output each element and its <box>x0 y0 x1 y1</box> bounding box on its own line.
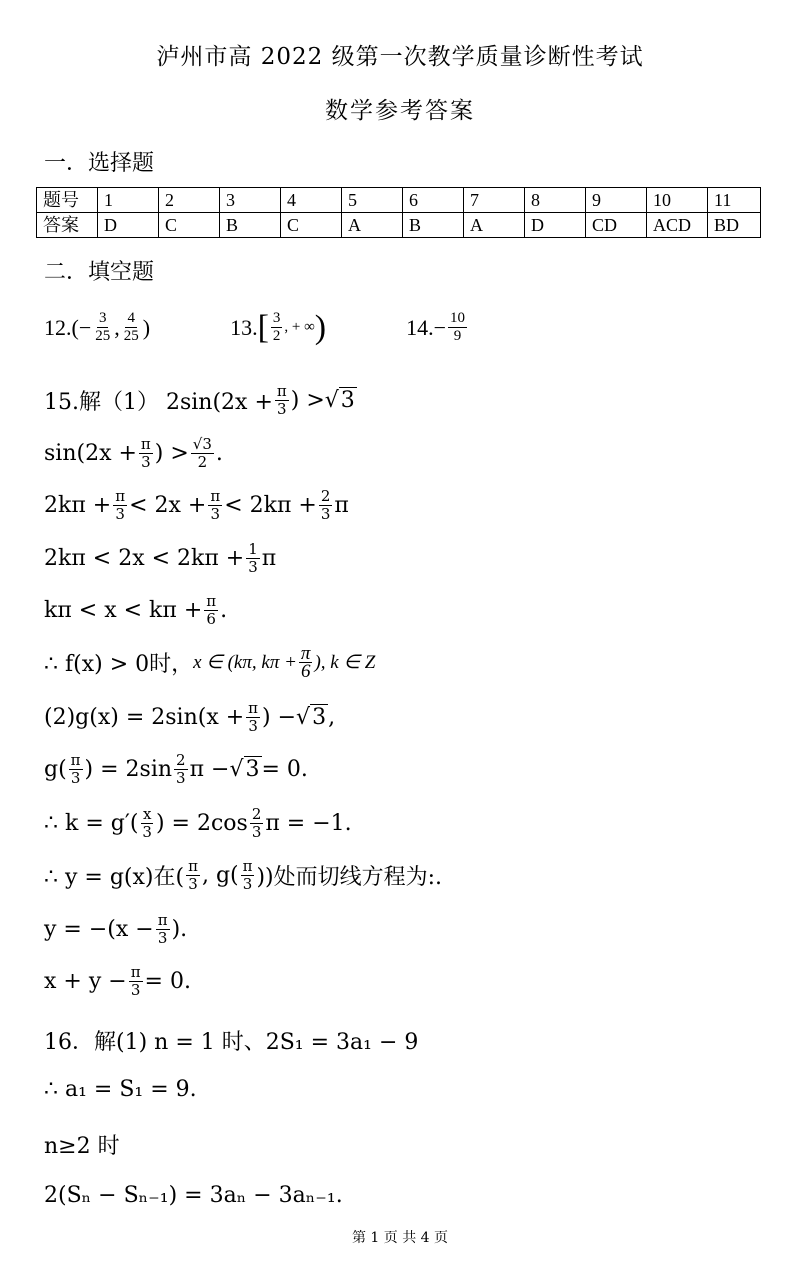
denominator: 3 <box>157 929 168 947</box>
text: ) > <box>290 388 325 413</box>
table-cell: A <box>464 213 525 238</box>
numerator: 2 <box>251 805 262 823</box>
q15-line-1: 15.解（1） 2sin(2x + $\frac{\pi}{3}$ ) > √ 3 <box>44 382 355 418</box>
numerator: π <box>206 592 217 610</box>
fraction <box>250 806 264 841</box>
text: 2kπ < 2x < 2kπ + <box>44 546 245 571</box>
fraction <box>204 593 218 628</box>
section-choice-heading: 一．选择题 <box>44 151 155 176</box>
sqrt <box>244 757 262 782</box>
text: x ∈ (kπ, kπ + <box>193 652 297 673</box>
page-title: 泸州市高 2022 级第一次教学质量诊断性考试 <box>156 44 644 70</box>
fraction <box>246 700 260 735</box>
denominator: 2 <box>197 453 208 471</box>
fraction <box>174 752 188 787</box>
text: ∴ f(x) > 0时， <box>44 652 194 677</box>
numerator: π <box>188 857 198 875</box>
fraction <box>113 488 127 523</box>
table-row-numbers <box>37 188 761 213</box>
q16-line-3: n≥2 时 <box>44 1134 120 1159</box>
table-cell: BD <box>708 213 761 238</box>
numerator: 10 <box>450 310 466 326</box>
text: , g( <box>201 863 239 888</box>
table-cell: 6 <box>403 188 464 213</box>
text: π <box>334 493 349 518</box>
table-cell: 7 <box>464 188 525 213</box>
numerator: π <box>115 487 126 505</box>
fraction <box>129 964 143 999</box>
q13-fraction <box>271 310 283 345</box>
q16-line-4: 2(Sₙ − Sₙ₋₁) = 3aₙ − 3aₙ₋₁. <box>44 1183 343 1208</box>
q16-line-1: 16．解(1) n = 1 时、2S₁ = 3a₁ − 9 <box>44 1030 419 1055</box>
table-cell: 9 <box>586 188 647 213</box>
text: ). <box>171 917 188 942</box>
text: 15.解（1） 2sin(2x + <box>44 390 273 415</box>
denominator: 3 <box>251 823 262 841</box>
text: g( <box>44 757 67 782</box>
fraction <box>241 858 255 893</box>
denominator: 25 <box>123 328 139 344</box>
text: ) > <box>154 441 189 466</box>
table-cell: C <box>159 213 220 238</box>
denominator: 6 <box>300 661 311 682</box>
table-cell: 4 <box>281 188 342 213</box>
text: = 0. <box>261 757 308 782</box>
numerator: π <box>248 699 259 717</box>
numerator: π <box>300 643 311 664</box>
numerator: 4 <box>127 310 135 326</box>
denominator: 3 <box>210 505 221 523</box>
table-cell: 11 <box>708 188 761 213</box>
text: 2kπ + <box>44 493 112 518</box>
text: ) = 2sin <box>84 757 173 782</box>
table-cell: C <box>281 213 342 238</box>
denominator: 25 <box>95 328 111 344</box>
fraction <box>156 912 170 947</box>
table-cell: D <box>525 213 586 238</box>
numerator: π <box>242 857 253 875</box>
text: = 0. <box>144 969 191 994</box>
denominator: 3 <box>320 505 331 523</box>
q12-label: 12. <box>44 314 72 340</box>
fraction <box>275 383 289 418</box>
text: π <box>261 546 277 571</box>
radicand: 3 <box>340 388 355 413</box>
q15-line-10 <box>44 858 442 893</box>
text: ∴ k = g′( <box>44 811 139 836</box>
fraction <box>191 436 214 471</box>
q13-tail: , + ∞ <box>284 319 315 335</box>
text: ) = 2cos <box>155 811 248 836</box>
radicand: 3 <box>245 757 260 782</box>
table-cell-label: 题号 <box>37 188 98 213</box>
fraction <box>246 541 260 576</box>
q15-line-12 <box>44 964 191 999</box>
table-cell-label: 答案 <box>37 213 98 238</box>
numerator: π <box>140 435 151 453</box>
text: ∴ y = g(x)在( <box>44 865 185 890</box>
numerator: π <box>157 911 168 929</box>
denominator: 3 <box>70 769 81 787</box>
table-cell: B <box>220 213 281 238</box>
numerator: 3 <box>272 310 281 326</box>
denominator: 3 <box>115 505 125 523</box>
fraction <box>140 806 154 841</box>
numerator: π <box>130 963 141 981</box>
q12-fraction-2 <box>122 310 141 345</box>
sqrt <box>339 388 357 413</box>
denominator: 9 <box>453 328 462 344</box>
page-footer: 第 1 页 共 4 页 <box>351 1230 449 1246</box>
answer-table <box>36 187 761 238</box>
page-subtitle: 数学参考答案 <box>325 98 475 124</box>
text: kπ < x < kπ + <box>44 598 203 623</box>
q14-label: 14. <box>406 314 434 340</box>
q15-line-6 <box>44 645 375 680</box>
q16-line-2: ∴ a₁ = S₁ = 9. <box>44 1077 197 1102</box>
numerator: 3 <box>98 310 107 326</box>
numerator: π <box>276 382 287 400</box>
q15-line-3 <box>44 488 349 523</box>
table-cell: 8 <box>525 188 586 213</box>
denominator: 3 <box>142 823 152 841</box>
q14-fraction <box>448 310 467 345</box>
text: π = −1. <box>265 811 352 836</box>
denominator: 3 <box>141 453 151 471</box>
table-cell: ACD <box>647 213 708 238</box>
text: ), k ∈ Z <box>314 652 376 673</box>
text: ) − <box>262 705 297 730</box>
numerator: π <box>70 751 81 769</box>
q13-label: 13. <box>230 314 258 340</box>
table-cell: A <box>342 213 403 238</box>
fraction <box>208 488 222 523</box>
table-row-answers <box>37 213 761 238</box>
table-cell: 3 <box>220 188 281 213</box>
fill-answers-line: 12. (− $\frac{3}{25}$ , $\frac{4}{25}$ ) 13. [ $\frac{3}{2}$ , + ∞ ) 14. − $\frac{10}{9}$ <box>44 308 466 346</box>
denominator: 2 <box>272 328 281 344</box>
q15-line-11 <box>44 912 187 947</box>
text: y = −(x − <box>44 917 154 942</box>
table-cell: CD <box>586 213 647 238</box>
sqrt <box>310 705 328 730</box>
numerator: x <box>142 805 152 823</box>
text: . <box>215 441 223 466</box>
denominator: 3 <box>188 875 198 893</box>
fraction <box>319 488 333 523</box>
numerator: 2 <box>176 751 186 769</box>
text: < 2kπ + <box>224 493 317 518</box>
text: x + y − <box>44 969 127 994</box>
table-cell: 1 <box>98 188 159 213</box>
numerator: π <box>210 487 221 505</box>
q15-line-2 <box>44 436 223 471</box>
q12-fraction-1 <box>93 310 112 345</box>
fraction <box>139 436 153 471</box>
q15-line-9 <box>44 806 352 841</box>
denominator: 3 <box>176 769 186 787</box>
fraction <box>299 645 313 680</box>
denominator: 3 <box>277 400 287 418</box>
radicand: 3 <box>312 705 327 730</box>
text: (2)g(x) = 2sin(x + <box>44 705 245 730</box>
denominator: 3 <box>248 558 258 576</box>
table-cell: D <box>98 213 159 238</box>
denominator: 3 <box>242 875 253 893</box>
table-cell: 10 <box>647 188 708 213</box>
section-fill-heading: 二．填空题 <box>44 260 155 285</box>
numerator: 1 <box>248 540 258 558</box>
text: . <box>220 598 228 623</box>
table-cell: 2 <box>159 188 220 213</box>
numerator: √3 <box>192 435 212 453</box>
q15-line-5 <box>44 593 227 628</box>
text: , <box>328 705 336 730</box>
q15-line-7: (2)g(x) = 2sin(x + $\frac{\pi}{3}$ ) − √ 3 , <box>44 699 336 735</box>
numerator: 2 <box>320 487 331 505</box>
text: sin(2x + <box>44 441 137 466</box>
denominator: 3 <box>130 981 141 999</box>
text: π − <box>189 757 230 782</box>
fraction <box>186 858 200 893</box>
text: ))处而切线方程为:. <box>256 865 443 890</box>
q15-line-8: g( $\frac{\pi}{3}$ ) = 2sin $\frac{2}{3}$ π − √ 3 = 0. <box>44 751 308 787</box>
q15-line-4 <box>44 541 276 576</box>
table-cell: 5 <box>342 188 403 213</box>
fraction <box>69 752 83 787</box>
denominator: 3 <box>248 717 258 735</box>
table-cell: B <box>403 213 464 238</box>
text: < 2x + <box>129 493 207 518</box>
denominator: 6 <box>206 610 216 628</box>
